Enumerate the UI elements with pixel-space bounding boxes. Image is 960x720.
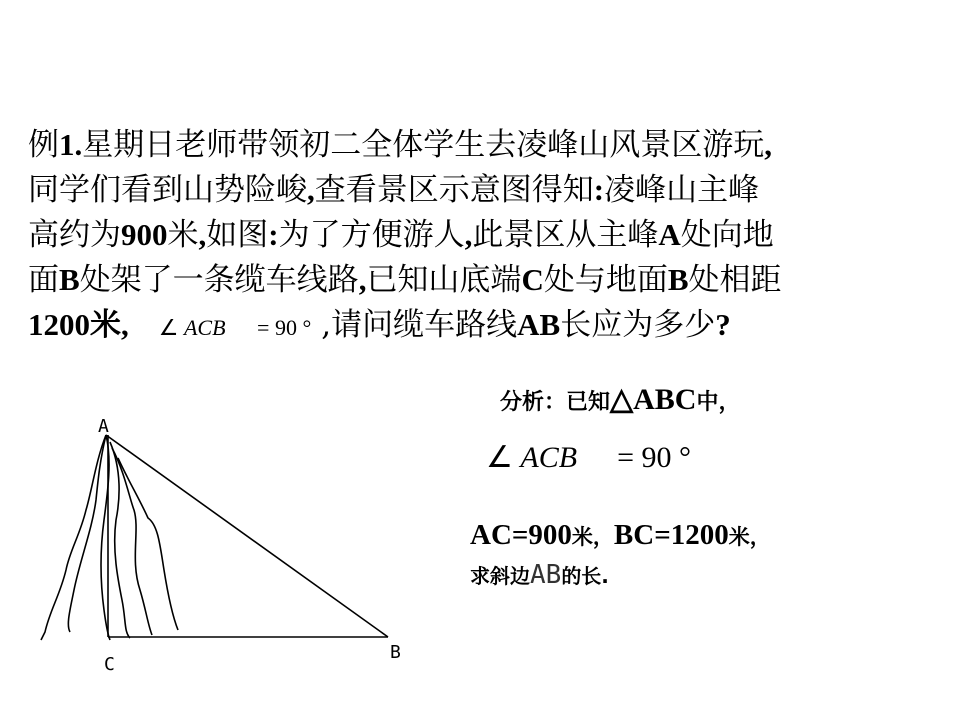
label-a: A [98,416,109,437]
problem-line-3: 高约为900米,如图:为了方便游人,此景区从主峰A处向地 [28,217,774,253]
given-block [470,515,771,595]
given-lengths: AC=900米，BC=1200米， [470,519,771,551]
analysis-heading: 分析：已知△ABC中， [500,383,741,416]
cable-line-ab [106,435,388,637]
problem-statement [28,122,948,347]
angle-formula: ∠ ACB = 90 ° [158,315,312,340]
analysis-block [486,378,940,474]
problem-line-4: 面B处架了一条缆车线路,已知山底端C处与地面B处相距 [28,262,782,298]
mountain-ridge-5 [118,458,178,630]
mountain-cable-figure [0,400,420,690]
question-line: 求斜边AB的长. [470,560,609,590]
label-c: C [104,654,115,675]
mountain-ridge-3 [110,442,130,638]
problem-line-1: 例1.星期日老师带领初二全体学生去凌峰山风景区游玩, [28,127,772,163]
problem-line-5: 1200米, ∠ ACB = 90 ° ,请问缆车路线AB长应为多少? [28,307,731,343]
analysis-angle: ∠ ACB = 90 ° [486,441,691,474]
mountain-ridge-1 [68,435,106,632]
label-b: B [390,642,401,663]
mountain-outline [41,435,106,640]
problem-line-2: 同学们看到山势险峻,查看景区示意图得知:凌峰山主峰 [28,172,760,208]
